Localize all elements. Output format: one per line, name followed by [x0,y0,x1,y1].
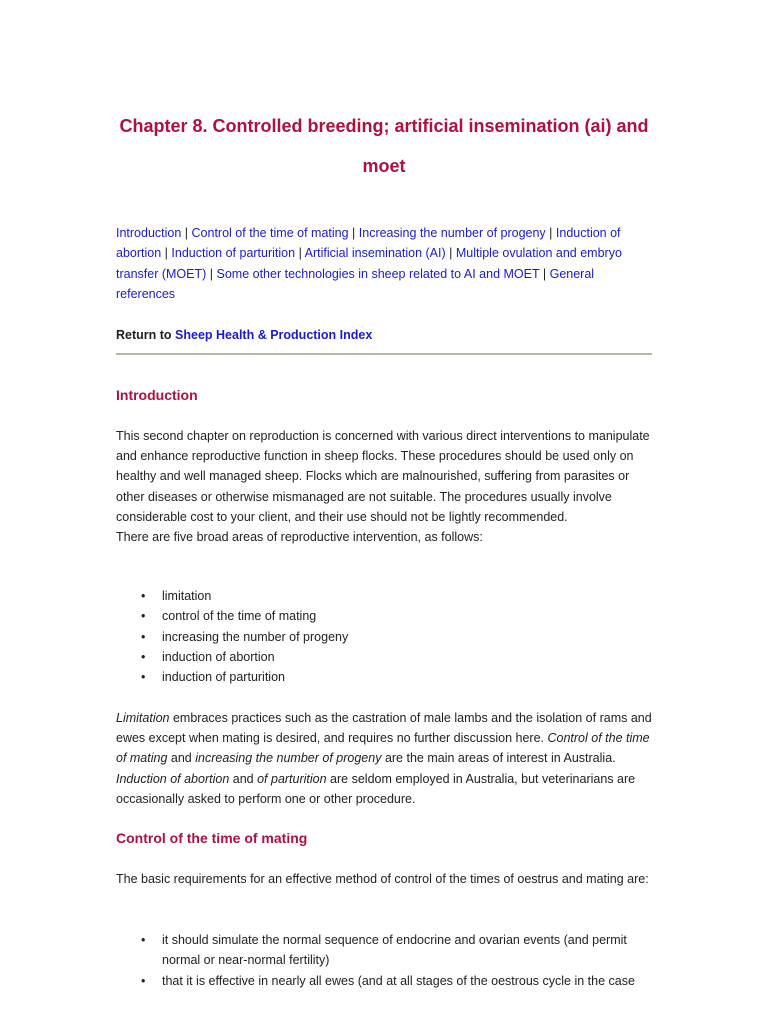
list-item-text: that it is effective in nearly all ewes (and at all stages of the oestrous cycle in the case [162,973,635,988]
toc-separator: | [295,246,305,261]
toc-separator: | [206,266,217,281]
toc-separator: | [348,226,359,240]
toc-link-control-of-mating[interactable]: Control of the time of mating [191,226,349,240]
chapter-title: Chapter 8. Controlled breeding; artificial insemination (ai) and moet [119,116,649,176]
limitation-paragraph [116,708,656,809]
bullet-icon: • [141,609,146,624]
table-of-contents [116,223,652,304]
toc-separator: | [161,246,172,261]
list-item-text: induction of abortion [162,649,275,664]
toc-separator: | [545,226,556,240]
term-induction-of-abortion: Induction of abortion [116,771,230,786]
bullet-icon: • [141,670,146,685]
list-item [116,971,656,991]
list-item [116,930,656,971]
introduction-text: This second chapter on reproduction is concerned with various direct interventions to manipulate and enhance reproductive function in sheep flocks. These procedures should be used only on healthy and well managed sheep. Flocks which are malnourished, suffering from parasites or other diseases or otherwise mismanaged are not suitable. The procedures usually involve considerable cost to your client, and their use should not be lightly recommended. [116,429,650,524]
term-limitation: Limitation [116,711,170,725]
toc-link-induction-of-abortion[interactable]: Induction of abortion [116,226,621,261]
bullet-icon: • [141,649,146,664]
return-line [116,325,372,345]
bullet-icon: • [141,933,146,947]
list-item [116,627,656,647]
bullet-icon: • [141,629,146,644]
toc-separator: | [445,246,456,261]
list-item-text: it should simulate the normal sequence of endocrine and ovarian events (and permit normal or near-normal fertility) [162,933,627,968]
areas-intro-text: There are five broad areas of reproductive intervention, as follows: [116,530,483,545]
paragraph-text: are seldom employed in Australia, but veterinarians are occasionally asked to perform one or other procedure. [116,771,636,806]
return-index-link[interactable]: Sheep Health & Production Index [175,328,373,342]
control-of-mating-heading: Control of the time of mating [116,830,308,846]
list-item [116,586,656,606]
list-item [116,606,656,626]
paragraph-text: and [229,771,258,786]
return-prefix: Return to [116,328,172,342]
list-item-text: increasing the number of progeny [162,629,349,644]
toc-link-induction-of-parturition[interactable]: Induction of parturition [171,246,296,261]
paragraph-text: embraces practices such as the castration of male lambs and the isolation of rams and ewes except when mating is desired, and requires no further discussion here. [116,711,652,746]
reproductive-areas-list [116,586,656,687]
toc-link-increasing-progeny[interactable]: Increasing the number of progeny [358,226,546,240]
toc-separator: | [539,266,550,281]
toc-link-moet[interactable]: Multiple ovulation and embryo transfer (MOET) [116,246,622,281]
list-item-text: control of the time of mating [162,609,317,624]
list-item-text: induction of parturition [162,670,285,685]
bullet-icon: • [141,589,146,603]
toc-separator: | [181,226,192,240]
requirements-list [116,930,656,991]
term-control-of-mating: Control of the time of mating [116,731,650,766]
horizontal-divider [116,353,652,355]
list-item [116,647,656,667]
paragraph-text: are the main areas of interest in Australia. [381,751,616,766]
term-of-parturition: of parturition [257,771,327,786]
introduction-heading: Introduction [116,387,198,403]
toc-link-general-references[interactable]: General references [116,266,595,301]
introduction-paragraph [116,426,656,547]
list-item-text: limitation [162,589,212,603]
toc-link-artificial-insemination[interactable]: Artificial insemination (AI) [304,246,446,261]
term-increasing-progeny: increasing the number of progeny [195,751,382,766]
bullet-icon: • [141,973,146,988]
toc-link-introduction[interactable]: Introduction [116,226,182,240]
requirements-intro-paragraph: The basic requirements for an effective method of control of the times of oestrus and mating are: [116,872,649,886]
paragraph-text: and [167,751,196,766]
list-item [116,667,656,687]
toc-link-other-technologies[interactable]: Some other technologies in sheep related to AI and MOET [216,266,540,281]
